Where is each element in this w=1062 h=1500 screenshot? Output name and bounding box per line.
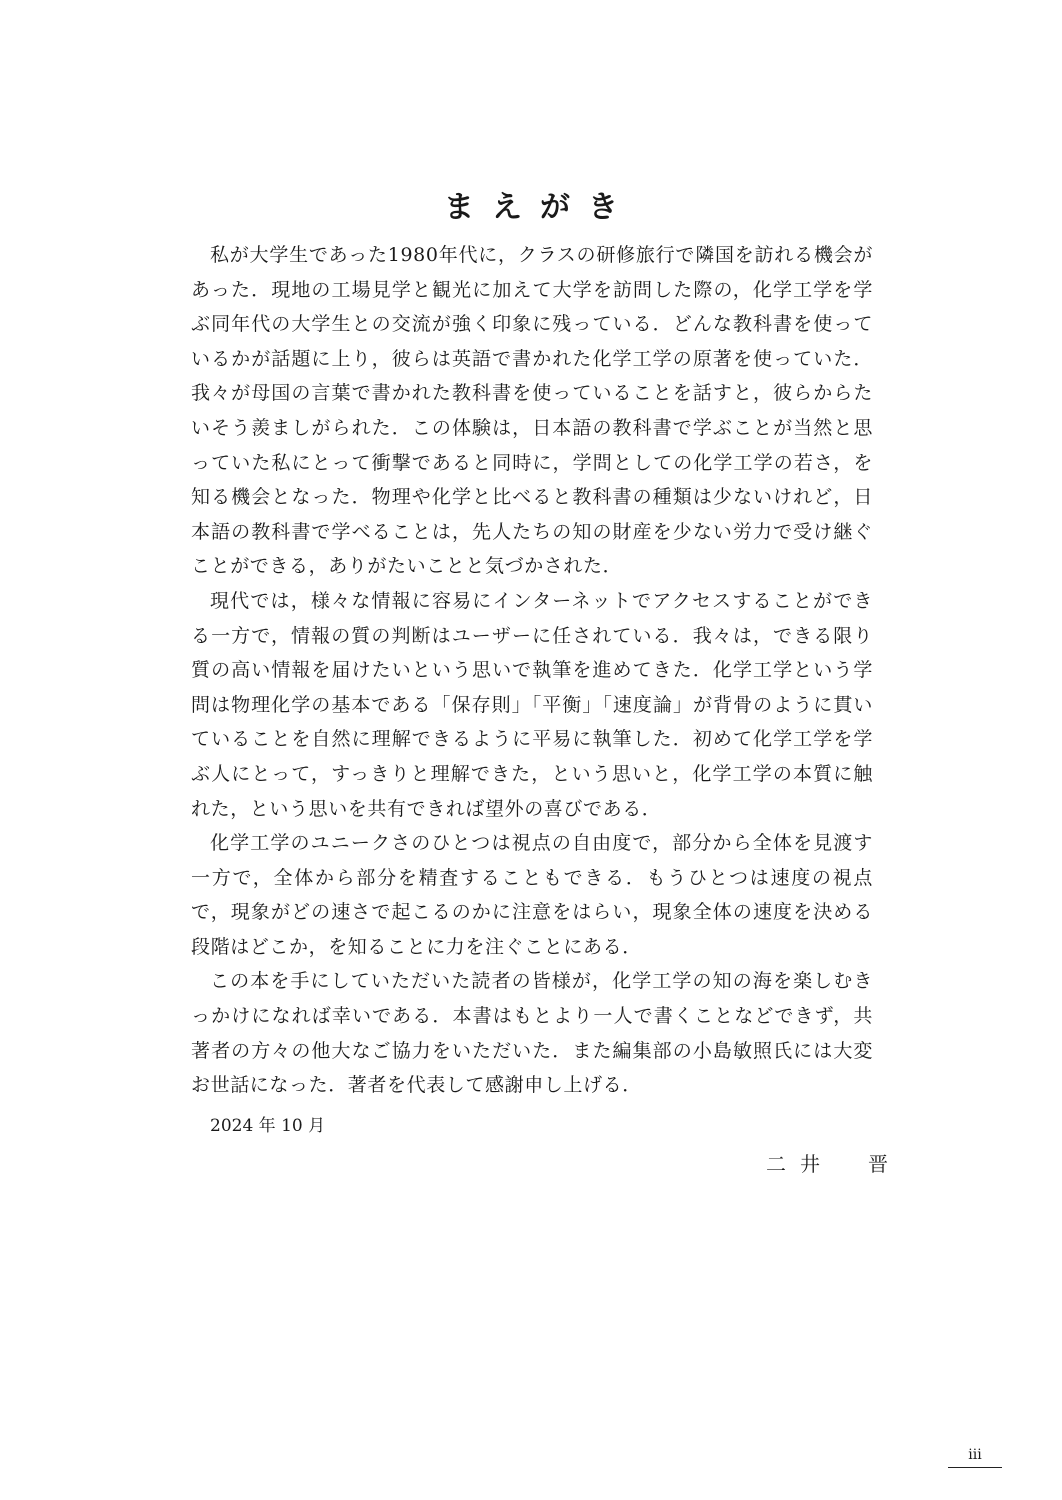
page-title: まえがき — [444, 190, 636, 226]
page-number: iii — [968, 1447, 982, 1463]
paragraph: 私が大学生であった1980年代に，クラスの研修旅行で隣国を訪れる機会があった．現地の工場見学と観光に加えて大学を訪問した際の，化学工学を学ぶ同年代の大学生との交流が強く印象に残っている．どんな教科書を使っているかが話題に上り，彼らは英語で書かれた化学工学の原著を使っていた．我々が母国の言葉で書かれた教科書を使っていることを話すと，彼らからたいそう羨ましがられた．この体験は，日本語の教科書で学ぶことが当然と思っていた私にとって衝撃であると同時に，学問としての化学工学の若さ，を知る機会となった．物理や化学と比べると教科書の種類は少ないけれど，日本語の教科書で学べることは，先人たちの知の財産を少ない労力で受け継ぐことができる，ありがたいことと気づかされた． — [191, 244, 873, 578]
author-name: 二井 晋 — [766, 1152, 902, 1176]
preface-body — [191, 238, 873, 1103]
paragraph: 化学工学のユニークさのひとつは視点の自由度で，部分から全体を見渡す一方で，全体から部分を精査することもできる．もうひとつは速度の視点で，現象がどの速さで起こるのかに注意をはらい，現象全体の速度を決める段階はどこか，を知ることに力を注ぐことにある． — [191, 832, 873, 958]
page-number-rule — [948, 1467, 1002, 1468]
paragraph: 現代では，様々な情報に容易にインターネットでアクセスすることができる一方で，情報の質の判断はユーザーに任されている．我々は，できる限り質の高い情報を届けたいという思いで執筆を進めてきた．化学工学という学問は物理化学の基本である「保存則」「平衡」「速度論」が背骨のように貫いていることを自然に理解できるように平易に執筆した．初めて化学工学を学ぶ人にとって，すっきりと理解できた，という思いと，化学工学の本質に触れた，という思いを共有できれば望外の喜びである． — [191, 589, 873, 820]
date-line: 2024 年 10 月 — [210, 1116, 326, 1136]
paragraph: この本を手にしていただいた読者の皆様が，化学工学の知の海を楽しむきっかけになれば幸いである．本書はもとより一人で書くことなどできず，共著者の方々の他大なご協力をいただいた．また編集部の小島敏照氏には大変お世話になった．著者を代表して感謝申し上げる． — [191, 970, 873, 1097]
